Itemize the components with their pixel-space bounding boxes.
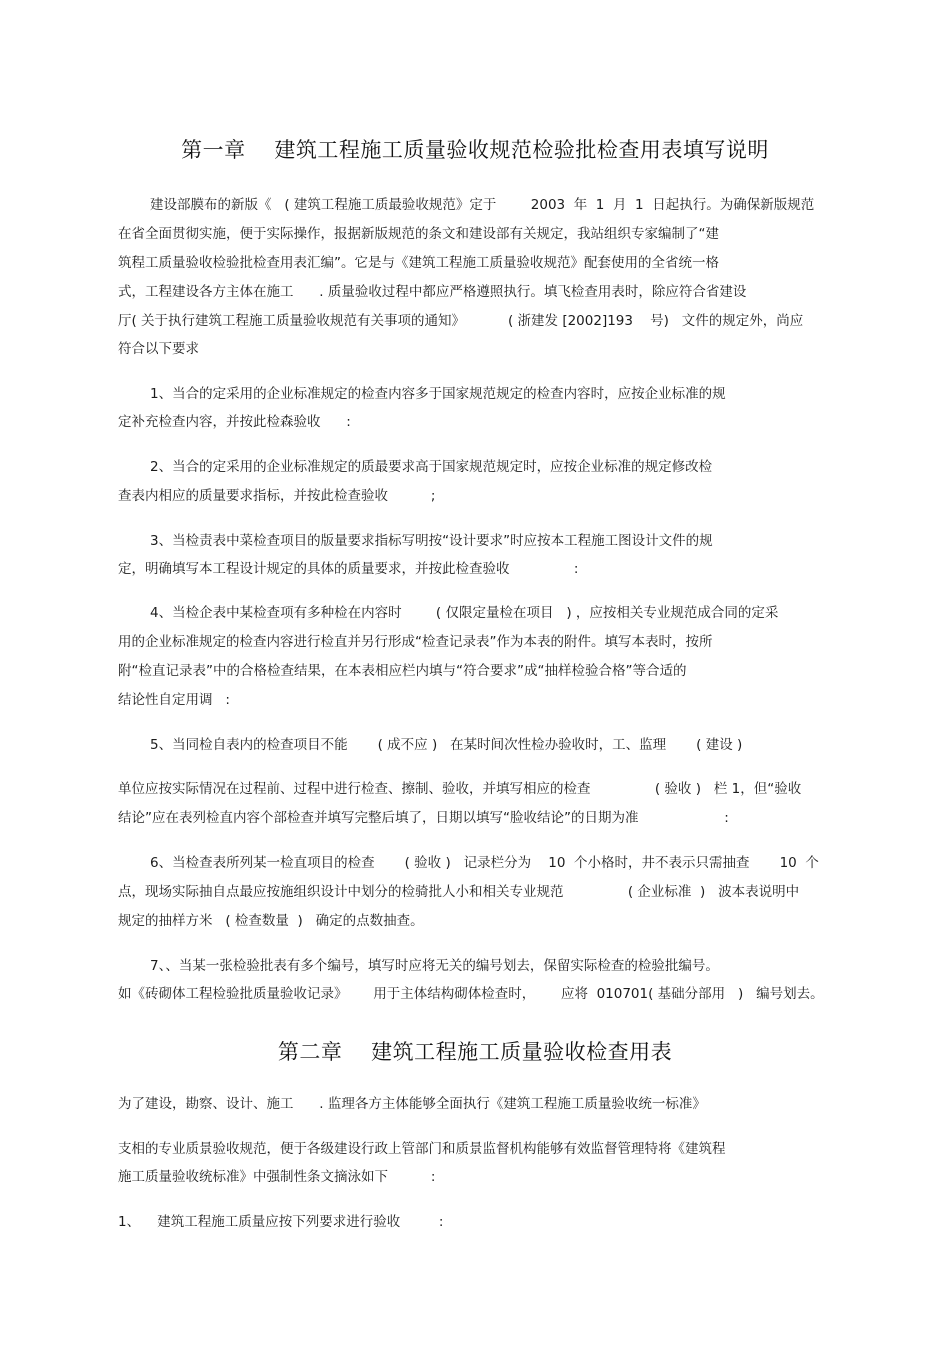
item-6-line-3: 规定的抽样方米 ( 检查数量 ) 确定的点数抽查。	[118, 913, 424, 929]
intro-line-2: 在省全面贯彻实施，便于实际操作，报据新版规范的条文和建设部有关规定，我站组织专家编制了“建	[118, 226, 719, 242]
item-3-line-1: 3、当检责表中菜检查项目的版量要求指标写明按“设计要求”时应按本工程施工图设计文件的规	[150, 533, 713, 549]
item-5-line-1: 5、当同检自表内的检查项目不能 ( 成不应 ) 在某时间次性检办验收时，工、监理 ( 建设 )	[150, 737, 743, 753]
item-1-line-1: 1、当合的定采用的企业标准规定的检查内容多于国家规范规定的检查内容时，应按企业标准的规	[150, 386, 726, 402]
item-4-line-1: 4、当检企表中某检查项有多种检在内容时 ( 仅限定量检在项目 ) ，应按相关专业规范成合同的定采	[150, 605, 779, 621]
chapter-2-item-1: 1、 建筑工程施工质量应按下列要求进行验收 :	[118, 1214, 444, 1230]
chapter-2-para-2-line-1: 支相的专业质景验收规范，便于各级建设行政上管部门和质景监督机构能够有效监督管理特将《建筑程	[118, 1141, 726, 1157]
item-6-line-2: 点，现场实际抽自点最应按施组织设计中划分的检骑批人小和相关专业规范 ( 企业标准 ) 波本表说明中	[118, 884, 800, 900]
item-4-line-4: 结论性自定用调 :	[118, 692, 230, 708]
chapter-2-para-2-line-2: 施工质量验收统标准》中强制性条文摘泳如下 :	[118, 1169, 436, 1185]
item-4-line-2: 用的企业标准规定的检查内容进行检直并另行形成“检查记录表”作为本表的附件。填写本表时，按所	[118, 634, 713, 650]
chapter-2-para-1-line-1: 为了建设，勘察、设计、施工 . 监理各方主体能够全面执行《建筑工程施工质量验收统一标准》	[118, 1096, 706, 1112]
item-7-line-1: 7、、当某一张检验批表有多个编号，填写时应将无关的编号划去，保留实际检查的检验批编号。	[150, 958, 719, 974]
item-4-line-3: 附“检直记录表”中的合格检查结果，在本表相应栏内填与“符合要求”成“抽样检验合格”等合适的	[118, 663, 687, 679]
intro-line-1: 建设部膜布的新版《 ( 建筑工程施工质最验收规范》定于 2003 年 1 月 1 日起执行。为确保新版规范	[150, 197, 815, 213]
item-1-line-2: 定补充检查内容，并按此检森验收 :	[118, 414, 351, 430]
item-7-line-2: 如《砖砌体工程检验批质量验收记录》 用于主体结构砌体检查时， 应将 010701( 基础分部用 ) 编号划去。	[118, 986, 824, 1002]
intro-line-4: 式，工程建设各方主体在施工 . 质量验收过程中都应严格遵照执行。填飞检查用表时，除应符合省建设	[118, 284, 747, 300]
chapter-2-title: 第二章 建筑工程施工质量验收检查用表	[277, 1040, 673, 1064]
item-3-line-2: 定，明确填写本工程设计规定的具体的质量要求，并按此检查验收 :	[118, 561, 579, 577]
item-5-line-2: 单位应按实际情况在过程前、过程中进行检查、擦制、验收，并填写相应的检查 ( 验收 ) 栏 1，但“验收	[118, 781, 802, 797]
intro-line-5: 厅( 关于执行建筑工程施工质量验收规范有关事项的通知》 ( 浙建发 [2002]193 号) 文件的规定外，尚应	[118, 313, 804, 329]
chapter-1-title: 第一章 建筑工程施工质量验收规范检验批检查用表填写说明	[181, 138, 769, 162]
intro-line-6: 符合以下要求	[118, 341, 199, 357]
item-2-line-2: 查表内相应的质量要求指标，并按此检查验收 ;	[118, 488, 436, 504]
item-5-line-3: 结论”应在表列检直内容个部检查并填写完整后填了，日期以填写“脸收结论”的日期为准 :	[118, 810, 729, 826]
item-6-line-1: 6、当检查表所列某一检直项目的检查 ( 验收 ) 记录栏分为 10 个小格时，井不表示只需抽查 10 个	[150, 855, 819, 871]
item-2-line-1: 2、当合的定采用的企业标准规定的质最要求高于国家规范规定时，应按企业标准的规定修改检	[150, 459, 713, 475]
intro-line-3: 筑程工质量验收检验批检查用表汇编”。它是与《建筑工程施工质量验收规范》配套使用的全省统一格	[118, 255, 719, 271]
